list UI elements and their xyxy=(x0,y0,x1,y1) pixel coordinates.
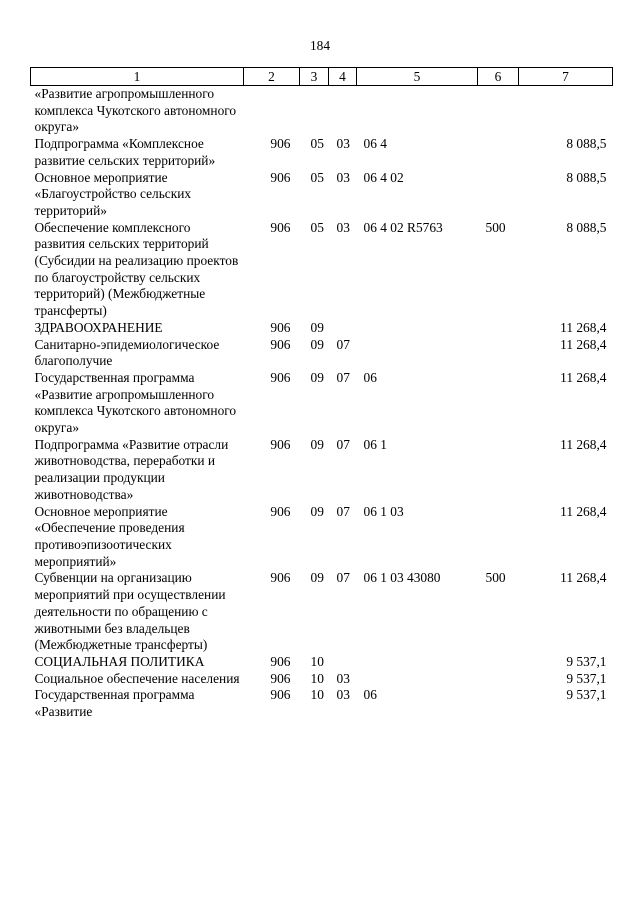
row-amount xyxy=(519,86,613,137)
row-rz: 10 xyxy=(310,653,324,669)
row-pr: 07 xyxy=(336,336,350,352)
row-gr: 906 xyxy=(270,687,291,703)
row-csr: 06 4 02 xyxy=(363,169,404,185)
row-name: Основное мероприятие «Обеспечение проведения противоэпизоотических мероприятий» xyxy=(34,503,185,569)
header-col-7: 7 xyxy=(519,68,613,86)
row-name: Санитарно-эпидемиологическое благополучие xyxy=(34,336,220,369)
header-col-2: 2 xyxy=(244,68,300,86)
row-vr xyxy=(478,170,519,220)
row-vr xyxy=(478,136,519,169)
row-rz: 09 xyxy=(310,570,324,586)
row-vr xyxy=(478,437,519,504)
row-gr: 906 xyxy=(270,570,291,586)
row-vr xyxy=(478,320,519,337)
header-col-5: 5 xyxy=(357,68,478,86)
row-vr xyxy=(478,671,519,688)
row-vr xyxy=(478,687,519,720)
row-gr: 906 xyxy=(270,503,291,519)
row-pr: 03 xyxy=(336,169,350,185)
row-csr xyxy=(357,337,478,370)
row-amount: 11 268,4 xyxy=(560,336,607,352)
row-name: Подпрограмма «Развитие отрасли животноводства, переработки и реализации продукции животноводства» xyxy=(34,436,229,502)
row-amount: 9 537,1 xyxy=(566,687,607,703)
table-row xyxy=(31,136,613,169)
row-vr xyxy=(478,337,519,370)
row-gr: 906 xyxy=(270,336,291,352)
row-rz: 09 xyxy=(310,336,324,352)
row-gr: 906 xyxy=(270,219,291,235)
row-name: «Развитие агропромышленного комплекса Чукотского автономного округа» xyxy=(34,86,237,135)
budget-table xyxy=(30,67,613,721)
row-gr: 906 xyxy=(270,653,291,669)
row-rz: 09 xyxy=(310,436,324,452)
row-csr: 06 1 xyxy=(363,436,387,452)
page-number: 184 xyxy=(309,38,331,53)
row-gr: 906 xyxy=(270,670,291,686)
row-name: Государственная программа «Развитие агропромышленного комплекса Чукотского автономного округа» xyxy=(34,369,237,436)
row-csr xyxy=(357,86,478,137)
row-pr: 07 xyxy=(336,436,350,452)
row-amount: 11 268,4 xyxy=(560,319,607,335)
row-csr: 06 1 03 xyxy=(363,503,404,519)
row-gr: 906 xyxy=(270,436,291,452)
row-rz xyxy=(300,86,329,137)
row-pr xyxy=(329,654,357,671)
row-name: СОЦИАЛЬНАЯ ПОЛИТИКА xyxy=(34,653,205,669)
row-amount: 8 088,5 xyxy=(566,136,607,152)
row-csr xyxy=(357,671,478,688)
row-rz: 09 xyxy=(310,503,324,519)
header-col-3: 3 xyxy=(300,68,329,86)
row-gr xyxy=(244,86,300,137)
table-row xyxy=(31,170,613,220)
row-name: Подпрограмма «Комплексное развитие сельских территорий» xyxy=(34,136,216,168)
row-pr: 03 xyxy=(336,219,350,235)
row-amount: 11 268,4 xyxy=(560,570,607,586)
row-pr: 03 xyxy=(336,687,350,703)
row-name: ЗДРАВООХРАНЕНИЕ xyxy=(34,319,163,335)
row-vr xyxy=(478,504,519,571)
row-vr xyxy=(478,86,519,137)
header-col-4: 4 xyxy=(329,68,357,86)
row-pr: 07 xyxy=(336,503,350,519)
row-rz: 10 xyxy=(310,670,324,686)
table-row xyxy=(31,570,613,654)
table-row xyxy=(31,320,613,337)
row-csr: 06 4 xyxy=(363,136,387,152)
row-pr: 03 xyxy=(336,136,350,152)
row-gr: 906 xyxy=(270,169,291,185)
row-gr: 906 xyxy=(270,319,291,335)
row-csr: 06 xyxy=(363,687,377,703)
row-vr xyxy=(478,654,519,671)
row-name: Субвенции на организацию мероприятий при осуществлении деятельности по обращению с животными без владельцев (Межбюджетные трансферты) xyxy=(34,570,226,653)
table-row xyxy=(31,370,613,437)
table-row xyxy=(31,86,613,137)
row-csr: 06 xyxy=(363,369,377,385)
table-row xyxy=(31,671,613,688)
table-row xyxy=(31,437,613,504)
row-pr xyxy=(329,320,357,337)
row-name: Социальное обеспечение населения xyxy=(34,670,240,686)
row-amount: 11 268,4 xyxy=(560,436,607,452)
row-amount: 9 537,1 xyxy=(566,653,607,669)
row-csr: 06 1 03 43080 xyxy=(363,570,441,586)
header-row xyxy=(31,68,613,86)
row-vr: 500 xyxy=(485,219,506,235)
row-name: Обеспечение комплексного развития сельских территорий (Субсидии на реализацию проектов по благоустройству сельских территорий) (Межбюджетные трансферты) xyxy=(34,219,239,319)
header-col-1: 1 xyxy=(31,68,244,86)
header-col-6: 6 xyxy=(478,68,519,86)
row-rz: 05 xyxy=(310,136,324,152)
row-amount: 8 088,5 xyxy=(566,169,607,185)
row-csr xyxy=(357,320,478,337)
row-rz: 09 xyxy=(310,319,324,335)
row-amount: 9 537,1 xyxy=(566,670,607,686)
row-rz: 09 xyxy=(310,369,324,385)
table-row xyxy=(31,337,613,370)
table-row xyxy=(31,687,613,720)
table-body xyxy=(31,86,613,721)
row-csr: 06 4 02 R5763 xyxy=(363,219,443,235)
row-amount: 11 268,4 xyxy=(560,369,607,385)
row-rz: 05 xyxy=(310,219,324,235)
table-row xyxy=(31,220,613,320)
row-vr: 500 xyxy=(485,570,506,586)
table-row xyxy=(31,654,613,671)
table-row xyxy=(31,504,613,571)
row-vr xyxy=(478,370,519,437)
row-pr: 07 xyxy=(336,570,350,586)
row-amount: 8 088,5 xyxy=(566,219,607,235)
row-rz: 05 xyxy=(310,169,324,185)
row-pr: 03 xyxy=(336,670,350,686)
row-gr: 906 xyxy=(270,136,291,152)
row-pr xyxy=(329,86,357,137)
row-name: Основное мероприятие «Благоустройство сельских территорий» xyxy=(34,169,192,218)
row-gr: 906 xyxy=(270,369,291,385)
table-header xyxy=(31,68,613,86)
row-csr xyxy=(357,654,478,671)
row-name: Государственная программа «Развитие xyxy=(34,687,195,720)
row-pr: 07 xyxy=(336,369,350,385)
row-amount: 11 268,4 xyxy=(560,503,607,519)
row-rz: 10 xyxy=(310,687,324,703)
